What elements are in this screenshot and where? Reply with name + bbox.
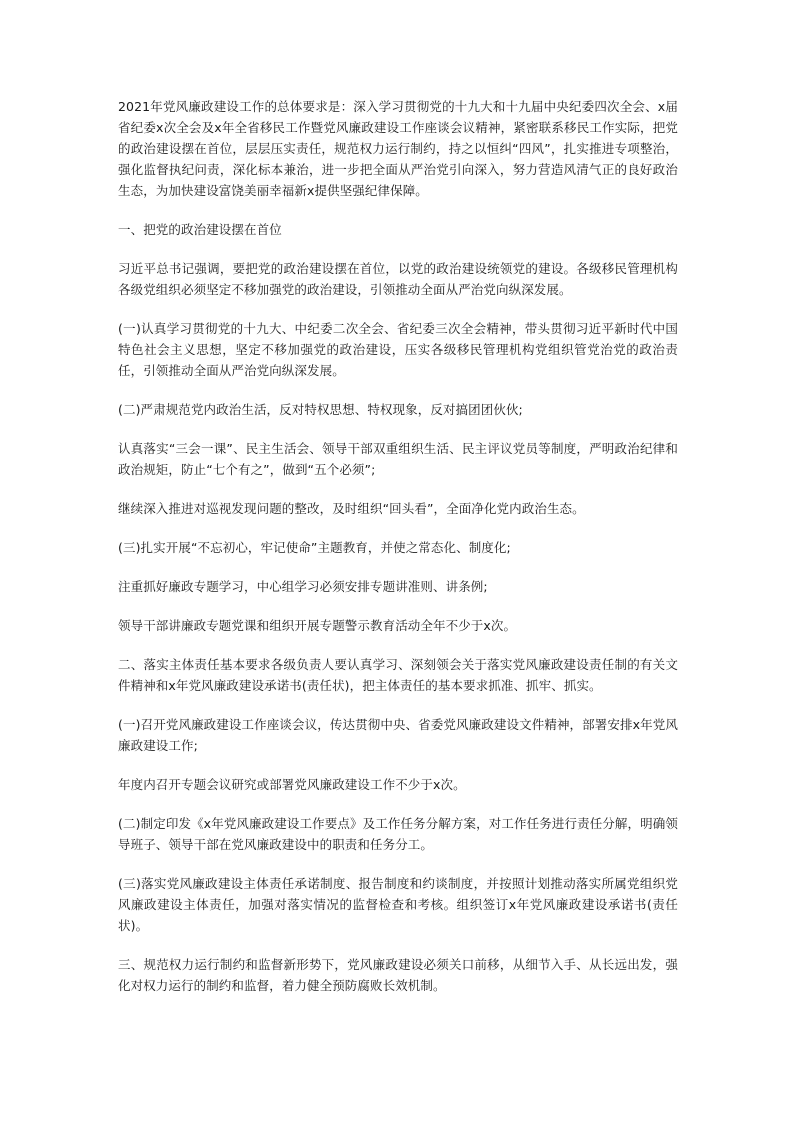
paragraph: 认真落实“三会一课”、民主生活会、领导干部双重组织生活、民主评议党员等制度，严明政治纪律和政治规矩，防止“七个有之”，做到“五个必须”; xyxy=(118,441,678,477)
document-body xyxy=(118,96,678,1014)
paragraph: (一)认真学习贯彻党的十九大、中纪委二次全会、省纪委三次全会精神，带头贯彻习近平新时代中国特色社会主义思想，坚定不移加强党的政治建设，压实各级移民管理机构党组织管党治党的政治责任，引领推动全面从严治党向纵深发展。 xyxy=(118,321,678,378)
paragraph: (二)严肃规范党内政治生活，反对特权思想、特权现象，反对搞团团伙伙; xyxy=(118,402,523,417)
paragraph: (三)扎实开展“不忘初心，牢记使命”主题教育，并使之常态化、制度化; xyxy=(118,540,511,555)
paragraph: (二)制定印发《x年党风廉政建设工作要点》及工作任务分解方案，对工作任务进行责任分解，明确领导班子、领导干部在党风廉政建设中的职责和任务分工。 xyxy=(118,816,678,852)
paragraph: 习近平总书记强调，要把党的政治建设摆在首位，以党的政治建设统领党的建设。各级移民管理机构各级党组织必须坚定不移加强党的政治建设，引领推动全面从严治党向纵深发展。 xyxy=(118,261,678,297)
section-heading-3: 三、规范权力运行制约和监督新形势下，党风廉政建设必须关口前移，从细节入手、从长远出发，强化对权力运行的制约和监督，着力健全预防腐败长效机制。 xyxy=(118,957,678,993)
paragraph: (三)落实党风廉政建设主体责任承诺制度、报告制度和约谈制度，并按照计划推动落实所属党组织党风廉政建设主体责任，加强对落实情况的监督检查和考核。组织签订x年党风廉政建设承诺书(责任状)。 xyxy=(118,876,678,933)
paragraph: 注重抓好廉政专题学习，中心组学习必须安排专题讲准则、讲条例; xyxy=(118,579,488,594)
paragraph: 年度内召开专题会议研究或部署党风廉政建设工作不少于x次。 xyxy=(118,777,466,792)
section-heading-2: 二、落实主体责任基本要求各级负责人要认真学习、深刻领会关于落实党风廉政建设责任制的有关文件精神和x年党风廉政建设承诺书(责任状)，把主体责任的基本要求抓准、抓牢、抓实。 xyxy=(118,657,678,693)
paragraph: (一)召开党风廉政建设工作座谈会议，传达贯彻中央、省委党风廉政建设文件精神，部署安排x年党风廉政建设工作; xyxy=(118,717,678,753)
intro-paragraph: 2021年党风廉政建设工作的总体要求是：深入学习贯彻党的十九大和十九届中央纪委四次全会、x届省纪委x次全会及x年全省移民工作暨党风廉政建设工作座谈会议精神，紧密联系移民工作实际，把党的政治建设摆在首位，层层压实责任，规范权力运行制约，持之以恒纠“四风”，扎实推进专项整治，强化监督执纪问责，深化标本兼治，进一步把全面从严治党引向深入，努力营造风清气正的良好政治生态，为加快建设富饶美丽幸福新x提供坚强纪律保障。 xyxy=(118,99,678,198)
section-heading-1: 一、把党的政治建设摆在首位 xyxy=(118,222,282,237)
paragraph: 领导干部讲廉政专题党课和组织开展专题警示教育活动全年不少于x次。 xyxy=(118,618,517,633)
paragraph: 继续深入推进对巡视发现问题的整改，及时组织“回头看”，全面净化党内政治生态。 xyxy=(118,501,585,516)
